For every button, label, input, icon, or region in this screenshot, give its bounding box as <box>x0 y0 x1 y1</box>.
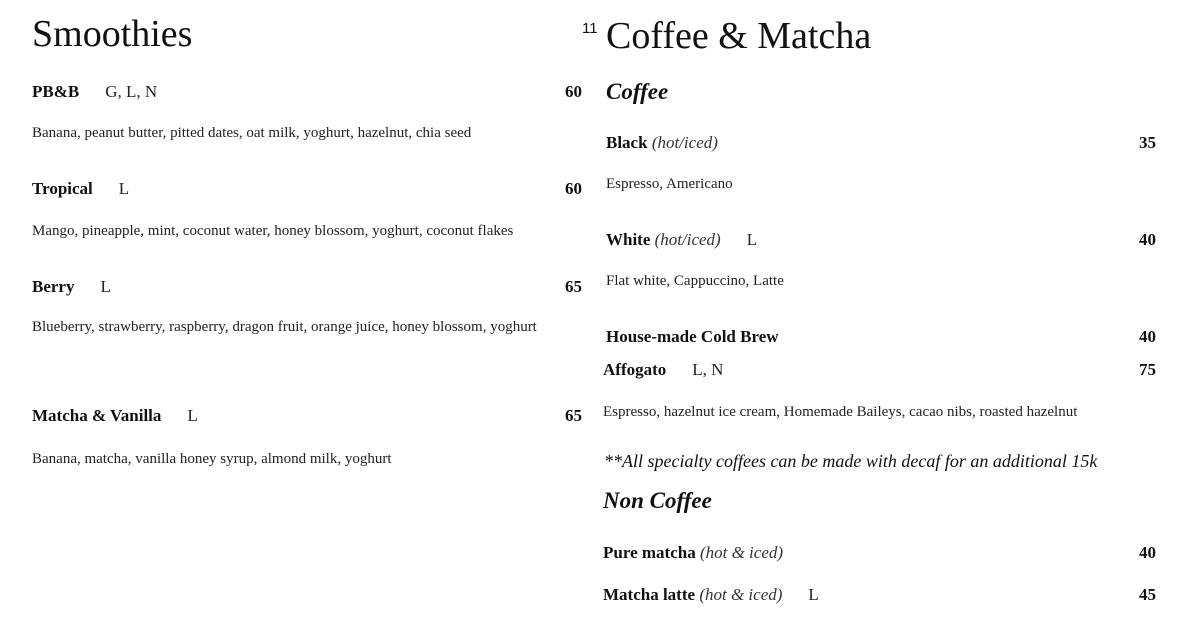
item-description: Espresso, Americano <box>606 176 733 192</box>
item-price: 60 <box>565 179 582 198</box>
item-name: Matcha latte <box>603 585 696 604</box>
item-tags: L <box>187 406 198 425</box>
menu-item <box>606 229 1156 251</box>
menu-item <box>32 178 582 200</box>
item-description: Banana, peanut butter, pitted dates, oat milk, yoghurt, hazelnut, chia seed <box>32 125 472 141</box>
menu-item <box>32 405 582 427</box>
item-note: (hot & iced) <box>699 543 784 562</box>
item-description: Flat white, Cappuccino, Latte <box>606 273 784 289</box>
item-price: 65 <box>565 406 582 425</box>
decaf-footnote: **All specialty coffees can be made with decaf for an additional 15k <box>604 451 1098 471</box>
item-name: Tropical <box>32 179 93 198</box>
item-name: Matcha & Vanilla <box>32 406 162 425</box>
menu-item <box>606 132 1156 154</box>
item-name: Affogato <box>603 360 667 379</box>
page-number: 11 <box>582 20 598 37</box>
menu-item <box>606 326 1156 348</box>
item-description: Blueberry, strawberry, raspberry, dragon fruit, orange juice, honey blossom, yoghurt <box>32 319 537 335</box>
menu-item <box>603 359 1156 381</box>
menu-item <box>603 584 1156 606</box>
item-note: (hot/iced) <box>651 133 718 152</box>
section-title: Smoothies <box>32 13 193 55</box>
item-description: Mango, pineapple, mint, coconut water, honey blossom, yoghurt, coconut flakes <box>32 223 514 239</box>
item-price: 60 <box>565 82 582 101</box>
item-name: PB&B <box>32 82 80 101</box>
menu-item <box>32 81 582 103</box>
item-tags: L <box>118 179 130 198</box>
item-price: 40 <box>1139 327 1156 346</box>
item-name: White <box>606 230 651 249</box>
item-tags: G, L, N <box>105 82 158 101</box>
subsection-title: Non Coffee <box>603 488 712 513</box>
subsection-title: Coffee <box>606 79 669 104</box>
item-price: 40 <box>1139 543 1156 562</box>
item-description: Banana, matcha, vanilla honey syrup, almond milk, yoghurt <box>32 451 392 467</box>
item-description: Espresso, hazelnut ice cream, Homemade Baileys, cacao nibs, roasted hazelnut <box>603 404 1078 420</box>
item-name: Pure matcha <box>603 543 696 562</box>
item-price: 75 <box>1139 360 1156 379</box>
menu-item <box>603 542 1156 564</box>
item-price: 40 <box>1139 230 1156 249</box>
item-note: (hot/iced) <box>654 230 721 249</box>
menu-item <box>32 276 582 298</box>
item-tags: L <box>100 277 111 296</box>
item-tags: L, N <box>692 360 724 379</box>
section-title: Coffee & Matcha <box>606 15 872 57</box>
item-name: Black <box>606 133 648 152</box>
item-price: 35 <box>1139 133 1156 152</box>
item-name: Berry <box>32 277 75 296</box>
item-note: (hot & iced) <box>699 585 783 604</box>
item-price: 45 <box>1139 585 1156 604</box>
item-name: House-made Cold Brew <box>606 327 779 346</box>
item-price: 65 <box>565 277 582 296</box>
item-tags: L <box>808 585 819 604</box>
item-tags: L <box>746 230 758 249</box>
